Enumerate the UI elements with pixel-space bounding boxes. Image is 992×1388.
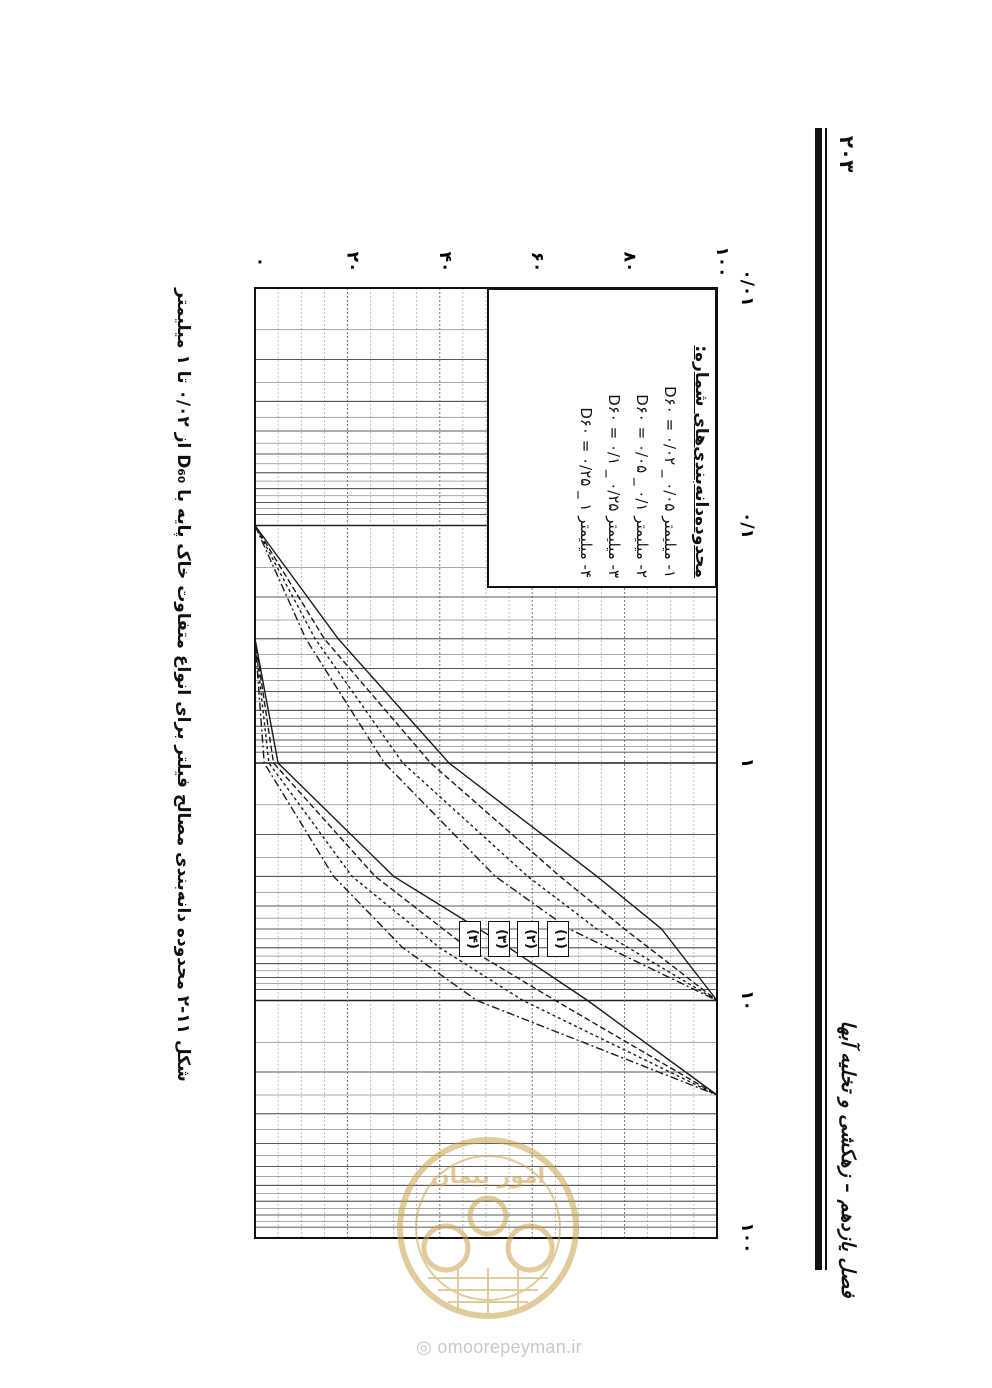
globe-icon: ◎ (416, 1337, 433, 1357)
x-tick-label: ۰/۱ (737, 512, 757, 539)
y-tick-label: ۶۰ (527, 251, 548, 273)
legend-item-text: میلیمتر ۰/۰۵ _ ۰/۰۲ = D۶۰ (661, 386, 679, 560)
legend-item-number: ۲- (633, 564, 651, 578)
legend-title: محدوده‌دانه‌بندی‌های شماره: (691, 345, 711, 578)
x-tick-label: ۱ (737, 757, 757, 769)
legend-item-text: میلیمتر ۰/۲۵ _ ۰/۱ = D۶۰ (605, 394, 623, 560)
legend-item-number: ۴- (577, 564, 595, 578)
y-tick-label: ۴۰ (434, 251, 455, 273)
y-tick-label: ۱۰۰ (712, 246, 732, 278)
x-tick-label: ۱۰ (737, 990, 757, 1011)
watermark-site (404, 1337, 594, 1358)
watermark-site-text: omoorepeyman.ir (437, 1337, 582, 1357)
x-axis-ticks (737, 269, 757, 1253)
legend-item (605, 302, 623, 578)
curve-label-4: (۴) (459, 921, 481, 957)
x-tick-label: ۰/۰۱ (737, 269, 757, 307)
figure-caption: شکل ۱۱-۲ محدوده دانه‌بندی مصالح فیلتر برای انواع متفاوت خاک پایه با D₆₀ از ۰/۰۲ تا ۱ میلیمتر (173, 288, 193, 1082)
legend-item (577, 302, 595, 578)
x-tick-label: ۱۰۰ (737, 1222, 757, 1254)
legend-box (487, 288, 717, 588)
legend-item-text: میلیمتر ۱ _ ۰/۲۵ = D۶۰ (577, 407, 595, 560)
y-axis-ticks (250, 246, 732, 277)
page-number: ۲۰۳ (835, 135, 859, 173)
watermark-logo-text: امور پیمان (430, 1164, 546, 1189)
curve-label-2: (۲) (517, 921, 539, 957)
legend-item (633, 302, 651, 578)
running-title: فصل یازدهم – زهکشی و تخلیه آبها (837, 1020, 859, 1298)
curve-label-3: (۳) (488, 921, 510, 957)
curve-label-1: (۱) (547, 921, 569, 957)
legend-inner (489, 290, 719, 590)
watermark-logo (388, 1128, 588, 1328)
legend-item-text: میلیمتر ۰/۱ _ ۰/۰۵ = D۶۰ (633, 394, 651, 560)
legend-item-number: ۳- (605, 564, 623, 578)
legend-item (661, 302, 679, 578)
y-tick-label: ۸۰ (619, 251, 640, 273)
y-tick-label: ۰ (250, 256, 270, 268)
legend-item-number: ۱- (661, 564, 679, 578)
y-tick-label: ۲۰ (342, 251, 363, 273)
